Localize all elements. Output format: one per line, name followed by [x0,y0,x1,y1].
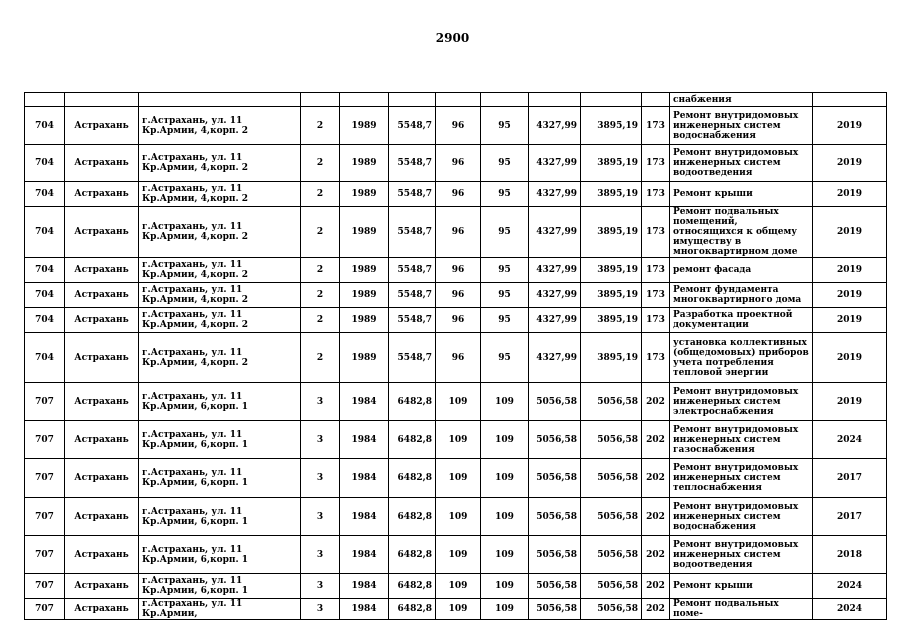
cell-count-c: 202 [642,599,670,620]
cell-count-b: 95 [481,182,529,207]
cell-plan-year: 2024 [813,574,887,599]
cell-address: г.Астрахань, ул. 11 Кр.Армии, 4,корп. 2 [139,107,301,145]
cell-count-c: 173 [642,182,670,207]
cell-plan-year: 2024 [813,421,887,459]
cell-total-area: 6482,8 [389,536,436,574]
cell-city: Астрахань [65,308,139,333]
cell-floors: 2 [301,182,340,207]
cell-plan-year: 2019 [813,182,887,207]
cell-work-type: Ремонт внутридомовых инженерных систем водоснабжения [670,498,813,536]
cell-address: г.Астрахань, ул. 11 Кр.Армии, [139,599,301,620]
cell-count-b: 95 [481,107,529,145]
cell-total-area: 5548,7 [389,333,436,383]
cell-count-c: 202 [642,459,670,498]
cell-area-b: 3895,19 [581,333,642,383]
table-row [25,107,887,145]
cell-count-c: 202 [642,421,670,459]
cell-total-area: 6482,8 [389,459,436,498]
cell-city: Астрахань [65,599,139,620]
cell-work-type: Ремонт внутридомовых инженерных систем теплоснабжения [670,459,813,498]
cell-count-a [436,93,481,107]
cell-total-area: 6482,8 [389,599,436,620]
cell-row-id: 704 [25,283,65,308]
cell-plan-year: 2019 [813,333,887,383]
cell-count-b: 109 [481,421,529,459]
cell-work-type: Ремонт крыши [670,574,813,599]
cell-floors: 2 [301,308,340,333]
cell-total-area: 5548,7 [389,207,436,258]
cell-floors: 3 [301,574,340,599]
cell-row-id: 707 [25,498,65,536]
cell-build-year: 1989 [340,258,389,283]
cell-address [139,93,301,107]
cell-row-id: 704 [25,308,65,333]
cell-area-a: 4327,99 [529,283,581,308]
table-row [25,599,887,620]
cell-address: г.Астрахань, ул. 11 Кр.Армии, 4,корп. 2 [139,258,301,283]
cell-floors [301,93,340,107]
cell-plan-year: 2019 [813,107,887,145]
cell-build-year: 1989 [340,107,389,145]
cell-city: Астрахань [65,258,139,283]
cell-area-a: 4327,99 [529,145,581,182]
cell-build-year: 1984 [340,459,389,498]
cell-city: Астрахань [65,498,139,536]
cell-city: Астрахань [65,421,139,459]
cell-address: г.Астрахань, ул. 11 Кр.Армии, 4,корп. 2 [139,308,301,333]
table-row [25,574,887,599]
cell-plan-year [813,93,887,107]
cell-build-year: 1984 [340,383,389,421]
cell-work-type: Разработка проектной документации [670,308,813,333]
cell-area-a [529,93,581,107]
cell-count-a: 109 [436,536,481,574]
cell-plan-year: 2019 [813,145,887,182]
cell-row-id: 707 [25,421,65,459]
cell-count-c: 202 [642,498,670,536]
cell-count-a: 96 [436,145,481,182]
cell-floors: 2 [301,283,340,308]
table-row [25,145,887,182]
cell-count-c: 173 [642,283,670,308]
cell-area-a: 4327,99 [529,258,581,283]
cell-total-area: 5548,7 [389,182,436,207]
cell-area-b: 3895,19 [581,308,642,333]
cell-row-id: 707 [25,459,65,498]
cell-area-a: 5056,58 [529,599,581,620]
cell-address: г.Астрахань, ул. 11 Кр.Армии, 6,корп. 1 [139,383,301,421]
cell-work-type: Ремонт подвальных помещений, относящихся к общему имуществу в многоквартирном доме [670,207,813,258]
cell-area-a: 5056,58 [529,459,581,498]
cell-count-b: 95 [481,283,529,308]
cell-work-type: Ремонт подвальных поме- [670,599,813,620]
cell-area-a: 5056,58 [529,536,581,574]
cell-count-a: 96 [436,182,481,207]
cell-row-id: 704 [25,333,65,383]
cell-area-b: 3895,19 [581,182,642,207]
cell-work-type: Ремонт крыши [670,182,813,207]
cell-area-a: 4327,99 [529,308,581,333]
cell-work-type: Ремонт внутридомовых инженерных систем водоотведения [670,145,813,182]
cell-area-a: 4327,99 [529,333,581,383]
cell-count-a: 96 [436,283,481,308]
cell-city: Астрахань [65,574,139,599]
cell-build-year: 1984 [340,536,389,574]
cell-city: Астрахань [65,283,139,308]
cell-build-year: 1989 [340,145,389,182]
cell-city: Астрахань [65,207,139,258]
cell-address: г.Астрахань, ул. 11 Кр.Армии, 4,корп. 2 [139,283,301,308]
cell-count-b [481,93,529,107]
table-row [25,498,887,536]
cell-floors: 2 [301,107,340,145]
cell-plan-year: 2017 [813,459,887,498]
cell-build-year: 1984 [340,498,389,536]
cell-area-a: 5056,58 [529,498,581,536]
cell-area-b [581,93,642,107]
cell-total-area: 6482,8 [389,574,436,599]
cell-plan-year: 2017 [813,498,887,536]
cell-address: г.Астрахань, ул. 11 Кр.Армии, 4,корп. 2 [139,333,301,383]
table-row [25,93,887,107]
cell-plan-year: 2018 [813,536,887,574]
cell-area-b: 3895,19 [581,207,642,258]
table-body [25,93,887,620]
cell-area-b: 5056,58 [581,498,642,536]
cell-area-b: 5056,58 [581,599,642,620]
table-row [25,459,887,498]
table-row [25,182,887,207]
table-row [25,333,887,383]
cell-count-c: 173 [642,107,670,145]
cell-area-a: 4327,99 [529,182,581,207]
cell-area-a: 5056,58 [529,574,581,599]
cell-total-area [389,93,436,107]
capital-repair-table [24,92,887,620]
cell-count-a: 96 [436,107,481,145]
cell-area-b: 3895,19 [581,107,642,145]
cell-work-type: Ремонт внутридомовых инженерных систем электроснабжения [670,383,813,421]
cell-area-a: 4327,99 [529,207,581,258]
cell-build-year: 1984 [340,421,389,459]
cell-count-a: 109 [436,421,481,459]
cell-area-a: 5056,58 [529,383,581,421]
cell-area-b: 5056,58 [581,421,642,459]
cell-count-b: 95 [481,145,529,182]
cell-count-c: 202 [642,536,670,574]
cell-address: г.Астрахань, ул. 11 Кр.Армии, 4,корп. 2 [139,145,301,182]
cell-total-area: 5548,7 [389,258,436,283]
cell-area-b: 3895,19 [581,258,642,283]
cell-row-id: 707 [25,574,65,599]
cell-city: Астрахань [65,107,139,145]
cell-build-year [340,93,389,107]
cell-floors: 3 [301,498,340,536]
cell-address: г.Астрахань, ул. 11 Кр.Армии, 6,корп. 1 [139,574,301,599]
cell-count-c: 173 [642,145,670,182]
cell-count-a: 96 [436,258,481,283]
cell-city [65,93,139,107]
table-row [25,536,887,574]
cell-total-area: 6482,8 [389,421,436,459]
cell-row-id: 704 [25,182,65,207]
cell-area-b: 5056,58 [581,459,642,498]
cell-address: г.Астрахань, ул. 11 Кр.Армии, 6,корп. 1 [139,498,301,536]
cell-floors: 2 [301,258,340,283]
cell-count-c: 202 [642,383,670,421]
cell-city: Астрахань [65,333,139,383]
cell-area-b: 3895,19 [581,145,642,182]
cell-count-a: 96 [436,207,481,258]
cell-row-id: 704 [25,145,65,182]
cell-count-b: 109 [481,459,529,498]
cell-row-id: 707 [25,536,65,574]
cell-address: г.Астрахань, ул. 11 Кр.Армии, 6,корп. 1 [139,421,301,459]
cell-plan-year: 2019 [813,383,887,421]
cell-count-a: 109 [436,599,481,620]
cell-count-a: 96 [436,308,481,333]
cell-address: г.Астрахань, ул. 11 Кр.Армии, 4,корп. 2 [139,182,301,207]
cell-floors: 2 [301,207,340,258]
cell-count-b: 109 [481,574,529,599]
cell-count-c: 173 [642,308,670,333]
table-row [25,308,887,333]
cell-plan-year: 2019 [813,308,887,333]
cell-work-type: Ремонт внутридомовых инженерных систем газоснабжения [670,421,813,459]
cell-count-b: 95 [481,308,529,333]
cell-work-type: Ремонт фундамента многоквартирного дома [670,283,813,308]
cell-work-type: снабжения [670,93,813,107]
cell-row-id: 704 [25,107,65,145]
cell-floors: 3 [301,599,340,620]
cell-address: г.Астрахань, ул. 11 Кр.Армии, 6,корп. 1 [139,459,301,498]
cell-count-b: 95 [481,207,529,258]
cell-count-b: 109 [481,383,529,421]
table-row [25,207,887,258]
cell-plan-year: 2019 [813,283,887,308]
cell-count-b: 109 [481,498,529,536]
cell-build-year: 1989 [340,308,389,333]
cell-count-b: 95 [481,258,529,283]
cell-row-id: 707 [25,599,65,620]
cell-plan-year: 2019 [813,207,887,258]
cell-total-area: 5548,7 [389,308,436,333]
cell-city: Астрахань [65,459,139,498]
page-number: 2900 [435,31,470,45]
cell-row-id: 704 [25,207,65,258]
cell-floors: 3 [301,421,340,459]
cell-plan-year: 2024 [813,599,887,620]
cell-area-b: 5056,58 [581,574,642,599]
cell-area-b: 5056,58 [581,383,642,421]
cell-count-a: 109 [436,459,481,498]
cell-build-year: 1989 [340,207,389,258]
cell-row-id: 704 [25,258,65,283]
cell-address: г.Астрахань, ул. 11 Кр.Армии, 6,корп. 1 [139,536,301,574]
cell-build-year: 1984 [340,599,389,620]
cell-row-id: 707 [25,383,65,421]
cell-count-c: 173 [642,207,670,258]
cell-count-c: 173 [642,333,670,383]
cell-address: г.Астрахань, ул. 11 Кр.Армии, 4,корп. 2 [139,207,301,258]
cell-build-year: 1989 [340,283,389,308]
cell-count-a: 96 [436,333,481,383]
cell-floors: 3 [301,383,340,421]
cell-count-c [642,93,670,107]
cell-total-area: 6482,8 [389,383,436,421]
cell-area-a: 4327,99 [529,107,581,145]
table-row [25,283,887,308]
cell-total-area: 5548,7 [389,283,436,308]
cell-count-c: 202 [642,574,670,599]
cell-total-area: 5548,7 [389,107,436,145]
cell-floors: 3 [301,536,340,574]
cell-work-type: Ремонт внутридомовых инженерных систем водоснабжения [670,107,813,145]
cell-floors: 3 [301,459,340,498]
cell-area-a: 5056,58 [529,421,581,459]
cell-count-a: 109 [436,383,481,421]
cell-count-b: 109 [481,536,529,574]
cell-total-area: 6482,8 [389,498,436,536]
cell-build-year: 1984 [340,574,389,599]
cell-area-b: 5056,58 [581,536,642,574]
cell-floors: 2 [301,333,340,383]
cell-count-b: 109 [481,599,529,620]
cell-build-year: 1989 [340,182,389,207]
table-row [25,258,887,283]
table-row [25,383,887,421]
cell-work-type: Ремонт внутридомовых инженерных систем водоотведения [670,536,813,574]
cell-count-a: 109 [436,574,481,599]
cell-build-year: 1989 [340,333,389,383]
cell-count-b: 95 [481,333,529,383]
cell-city: Астрахань [65,536,139,574]
cell-row-id [25,93,65,107]
cell-city: Астрахань [65,182,139,207]
cell-area-b: 3895,19 [581,283,642,308]
cell-city: Астрахань [65,383,139,421]
cell-total-area: 5548,7 [389,145,436,182]
cell-city: Астрахань [65,145,139,182]
cell-plan-year: 2019 [813,258,887,283]
cell-count-c: 173 [642,258,670,283]
table-row [25,421,887,459]
cell-count-a: 109 [436,498,481,536]
cell-work-type: установка коллективных (общедомовых) приборов учета потребления тепловой энергии [670,333,813,383]
cell-work-type: ремонт фасада [670,258,813,283]
cell-floors: 2 [301,145,340,182]
